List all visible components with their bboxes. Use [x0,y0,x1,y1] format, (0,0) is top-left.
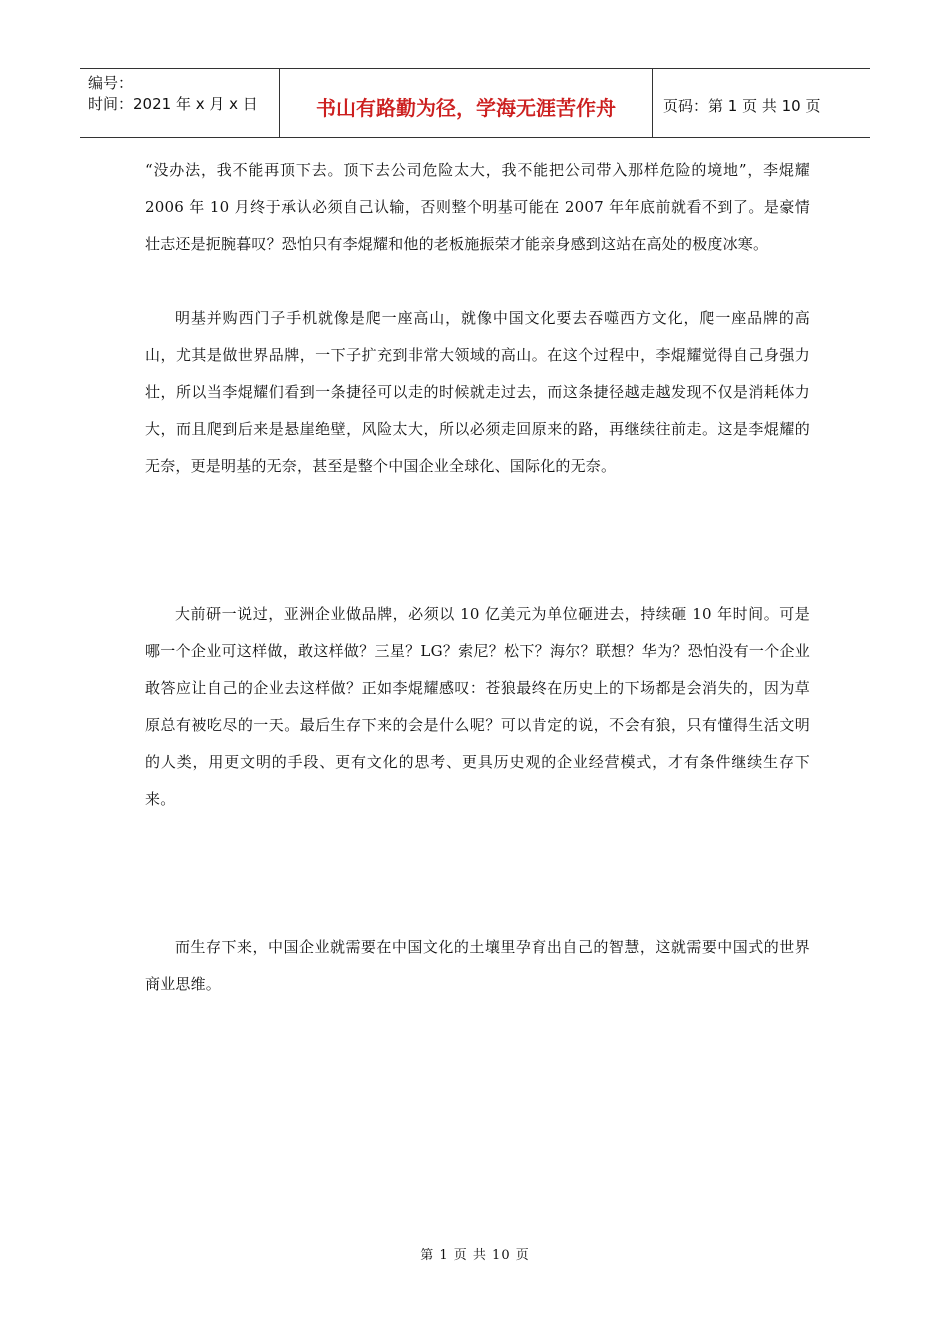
document-header [80,68,870,138]
paragraph-2: 明基并购西门子手机就像是爬一座高山，就像中国文化要去吞噬西方文化，爬一座品牌的高山，尤其是做世界品牌，一下子扩充到非常大领域的高山。在这个过程中，李焜耀觉得自己身强力壮，所以当李焜耀们看到一条捷径可以走的时候就走过去，而这条捷径越走越发现不仅是消耗体力大，而且爬到后来是悬崖绝壁，风险太大，所以必须走回原来的路，再继续往前走。这是李焜耀的无奈，更是明基的无奈，甚至是整个中国企业全球化、国际化的无奈。 [145,309,810,475]
header-page-code: 页码：第 1 页 共 10 页 [663,96,821,115]
header-meta [80,69,280,137]
document-body [145,152,810,1003]
paragraph-4: 而生存下来，中国企业就需要在中国文化的土壤里孕育出自己的智慧，这就需要中国式的世界商业思维。 [145,938,810,993]
time-label: 时间：2021 年 x 月 x 日 [88,95,258,113]
number-label: 编号： [88,74,134,92]
paragraph-1: “没办法，我不能再顶下去。顶下去公司危险太大，我不能把公司带入那样危险的境地”，李焜耀 2006 年 10 月终于承认必须自己认输，否则整个明基可能在 2007 年年底前就看不到了。是豪情壮志还是扼腕暮叹？恐怕只有李焜耀和他的老板施振荣才能亲身感到这站在高处的极度冰寒。 [145,161,810,253]
paragraph-3: 大前研一说过，亚洲企业做品牌，必须以 10 亿美元为单位砸进去，持续砸 10 年时间。可是哪一个企业可这样做，敢这样做？三星？LG？索尼？松下？海尔？联想？华为？恐怕没有一个企业敢答应让自己的企业去这样做？正如李焜耀感叹：苍狼最终在历史上的下场都是会消失的，因为草原总有被吃尽的一天。最后生存下来的会是什么呢？可以肯定的说，不会有狼，只有懂得生活文明的人类，用更文明的手段、更有文化的思考、更具历史观的企业经营模式，才有条件继续生存下来。 [145,605,810,808]
header-motto: 书山有路勤为径，学海无涯苦作舟 [280,69,653,137]
page-footer: 第 1 页 共 10 页 [420,1248,530,1263]
